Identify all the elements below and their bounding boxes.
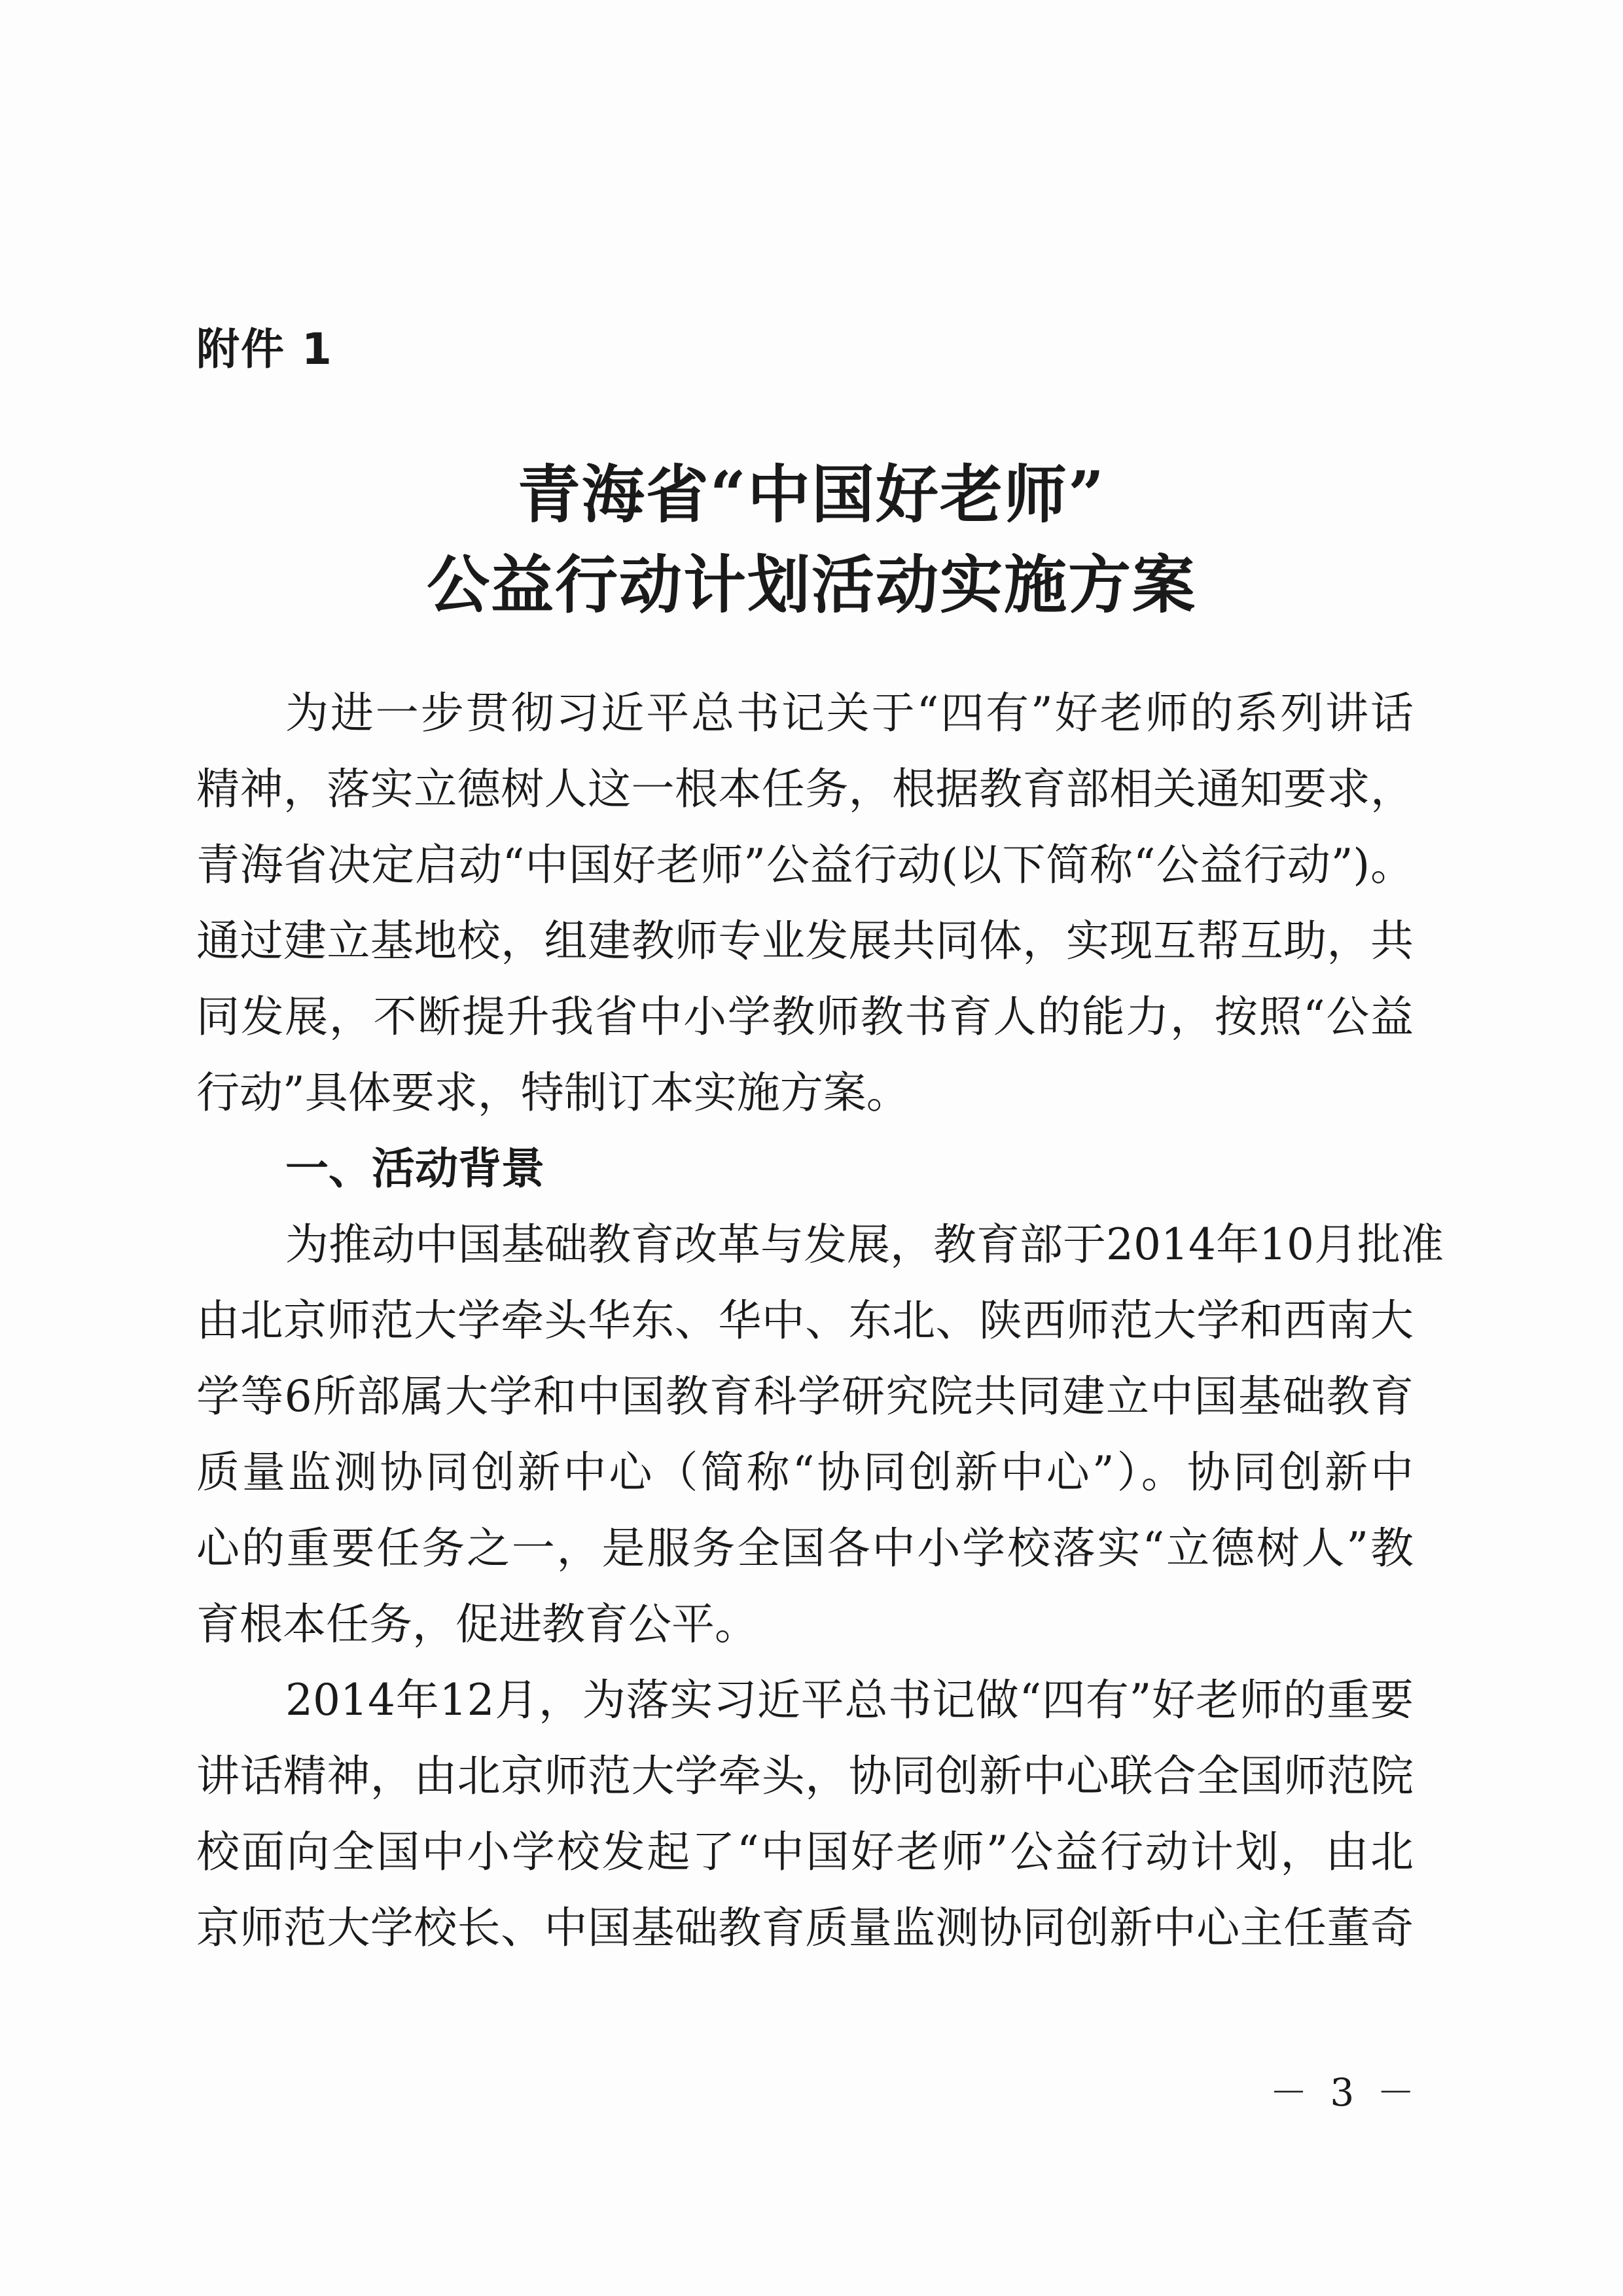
document-title-line-2: 公益行动计划活动实施方案 — [427, 548, 1196, 622]
background-line: 由北京师范大学牵头华东、华中、东北、陕西师范大学和西南大 — [196, 1295, 1414, 1346]
intro-line: 行动”具体要求，特制订本实施方案。 — [196, 1067, 910, 1118]
background-line: 讲话精神，由北京师范大学牵头，协同创新中心联合全国师范院 — [196, 1751, 1414, 1801]
background-line: 校面向全国中小学校发起了“中国好老师”公益行动计划，由北 — [196, 1827, 1414, 1877]
document-title-line-1: 青海省“中国好老师” — [517, 457, 1106, 531]
background-line: 2014年12月，为落实习近平总书记做“四有”好老师的重要 — [285, 1675, 1414, 1725]
intro-line: 为进一步贯彻习近平总书记关于“四有”好老师的系列讲话 — [285, 688, 1414, 738]
intro-line: 精神，落实立德树人这一根本任务，根据教育部相关通知要求， — [196, 764, 1414, 814]
background-line: 育根本任务，促进教育公平。 — [196, 1599, 758, 1649]
background-line: 学等6所部属大学和中国教育科学研究院共同建立中国基础教育 — [196, 1371, 1414, 1422]
background-line: 为推动中国基础教育改革与发展，教育部于2014年10月批准 — [285, 1219, 1444, 1270]
intro-line: 通过建立基地校，组建教师专业发展共同体，实现互帮互助，共 — [196, 916, 1414, 966]
intro-line: 同发展，不断提升我省中小学教师教书育人的能力，按照“公益 — [196, 992, 1414, 1042]
background-line: 质量监测协同创新中心（简称“协同创新中心”）。协同创新中 — [196, 1447, 1414, 1498]
attachment-label: 附件 1 — [196, 324, 333, 374]
page-number: － 3 － — [1270, 2070, 1420, 2115]
background-line: 心的重要任务之一，是服务全国各中小学校落实“立德树人”教 — [196, 1523, 1414, 1573]
section-heading: 一、活动背景 — [285, 1143, 544, 1194]
background-line: 京师范大学校长、中国基础教育质量监测协同创新中心主任董奇 — [196, 1903, 1414, 1953]
intro-line: 青海省决定启动“中国好老师”公益行动(以下简称“公益行动”)。 — [196, 840, 1414, 890]
